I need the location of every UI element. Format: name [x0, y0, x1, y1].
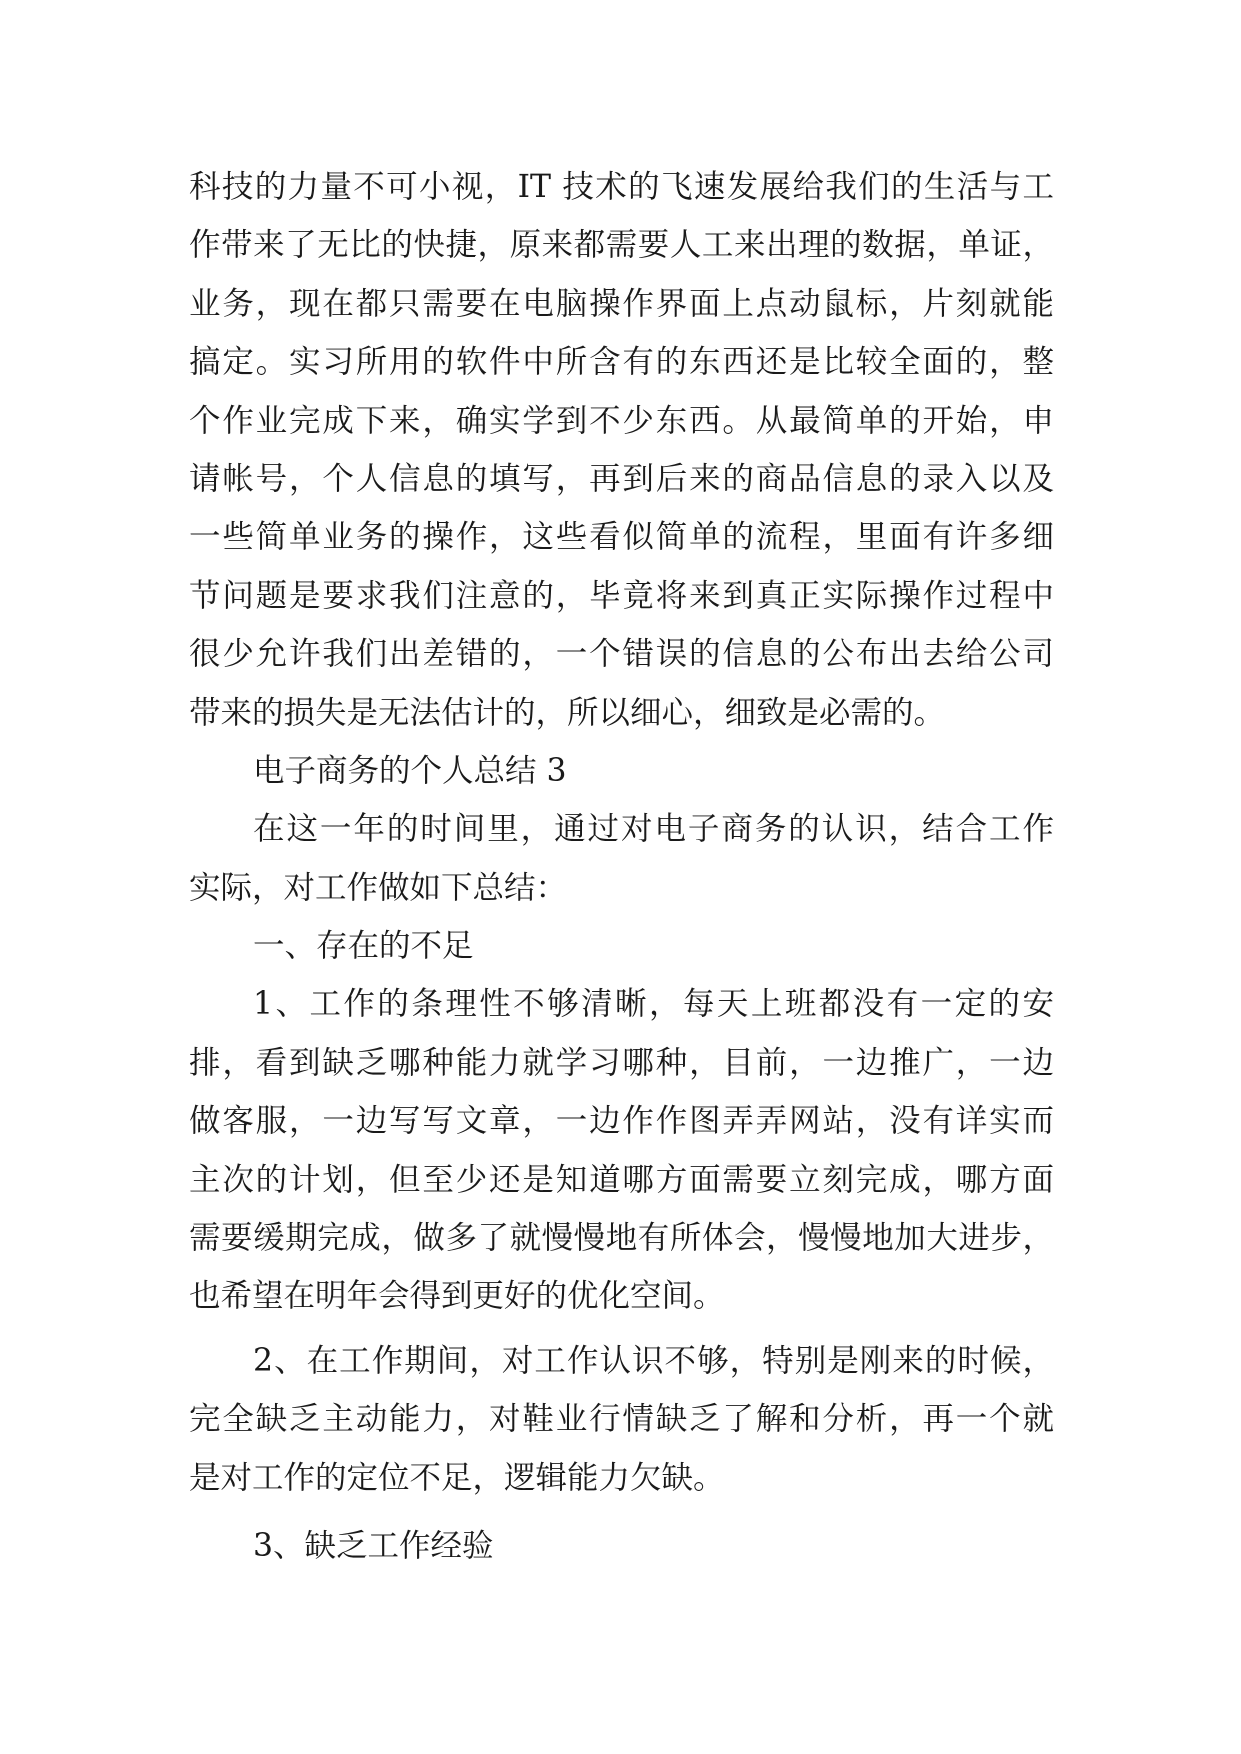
paragraph-line: 在这一年的时间里，通过对电子商务的认识，结合工作 [253, 811, 1054, 848]
paragraph-line: 是对工作的定位不足，逻辑能力欠缺。 [189, 1459, 725, 1496]
paragraph-line: 排，看到缺乏哪种能力就学习哪种，目前，一边推广，一边 [189, 1044, 1054, 1081]
paragraph-line: 完全缺乏主动能力，对鞋业行情缺乏了解和分析，再一个就 [189, 1401, 1054, 1438]
paragraph-line: 做客服，一边写写文章，一边作作图弄弄网站，没有详实而 [189, 1103, 1054, 1140]
paragraph-line: 实际，对工作做如下总结： [189, 869, 568, 906]
paragraph-line: 搞定。实习所用的软件中所含有的东西还是比较全面的，整 [189, 344, 1054, 381]
paragraph-line: 科技的力量不可小视，IT 技术的飞速发展给我们的生活与工 [189, 169, 1054, 205]
paragraph-line: 也希望在明年会得到更好的优化空间。 [189, 1278, 725, 1315]
paragraph-line: 主次的计划，但至少还是知道哪方面需要立刻完成，哪方面 [189, 1161, 1054, 1198]
section-heading: 电子商务的个人总结 3 [253, 752, 567, 789]
paragraph-line: 带来的损失是无法估计的，所以细心，细致是必需的。 [189, 694, 946, 731]
subsection-heading: 一、存在的不足 [253, 928, 474, 965]
paragraph-line: 2、在工作期间，对工作认识不够，特别是刚来的时候， [253, 1342, 1054, 1379]
paragraph-line: 1、工作的条理性不够清晰，每天上班都没有一定的安 [253, 986, 1054, 1023]
document-body [189, 158, 1054, 1575]
paragraph-line: 需要缓期完成，做多了就慢慢地有所体会，慢慢地加大进步， [189, 1220, 1054, 1257]
paragraph-line: 很少允许我们出差错的，一个错误的信息的公布出去给公司 [189, 636, 1054, 673]
numbered-item: 3、缺乏工作经验 [253, 1527, 494, 1564]
paragraph-line: 业务，现在都只需要在电脑操作界面上点动鼠标，片刻就能 [189, 285, 1054, 322]
paragraph-line: 节问题是要求我们注意的，毕竟将来到真正实际操作过程中 [189, 577, 1054, 614]
paragraph-line: 请帐号，个人信息的填写，再到后来的商品信息的录入以及 [189, 460, 1054, 497]
paragraph-line: 一些简单业务的操作，这些看似简单的流程，里面有许多细 [189, 519, 1054, 556]
paragraph-line: 作带来了无比的快捷，原来都需要人工来出理的数据，单证， [189, 227, 1054, 264]
paragraph-line: 个作业完成下来，确实学到不少东西。从最简单的开始，申 [189, 402, 1054, 439]
